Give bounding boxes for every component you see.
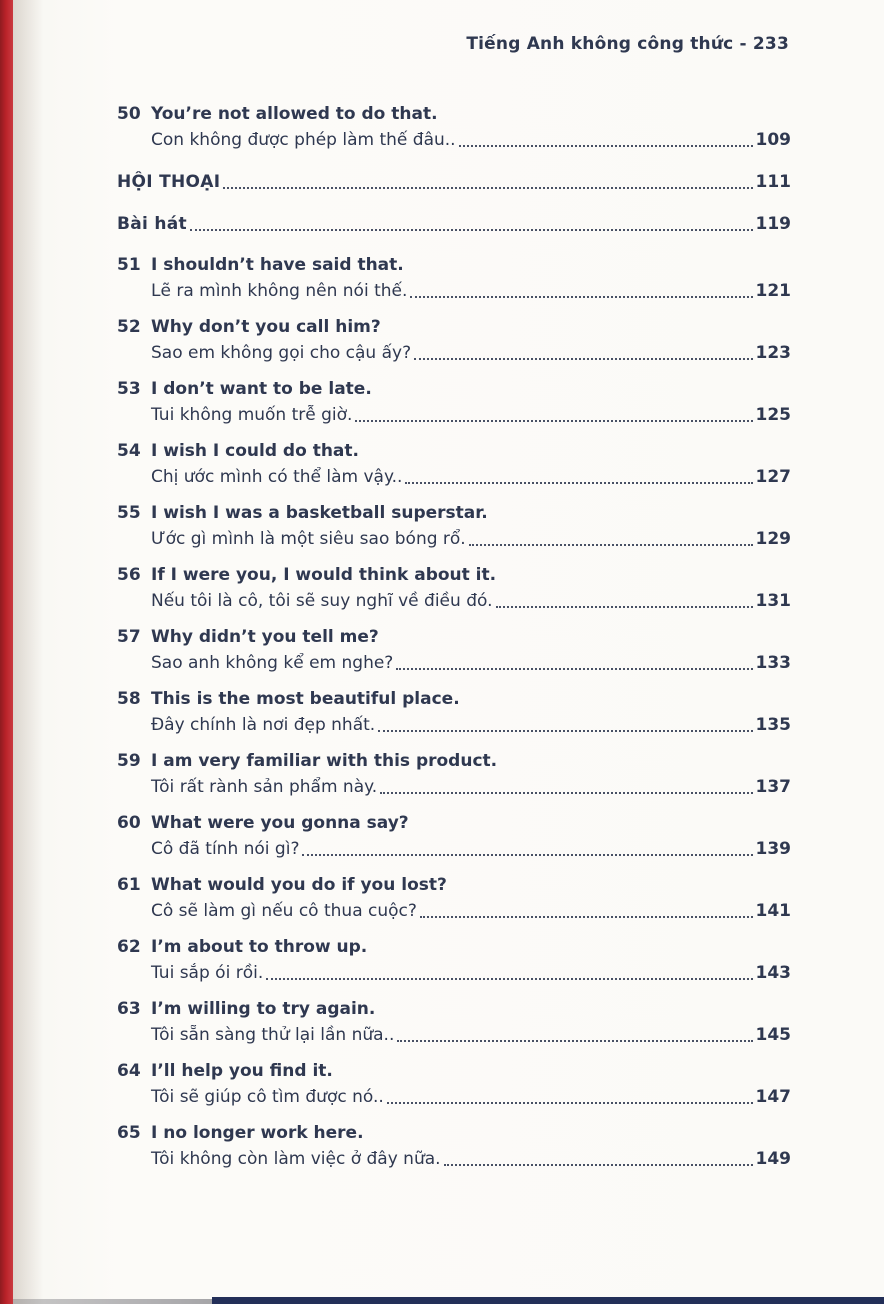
entry-english-text: If I were you, I would think about it. [151, 565, 497, 585]
entry-lines [151, 996, 791, 1048]
toc-section-heading [117, 169, 791, 195]
dot-leader [387, 1102, 753, 1104]
section-page-number: 119 [755, 214, 791, 234]
entry-page-number: 143 [755, 963, 791, 983]
toc-entry [117, 314, 791, 366]
dot-leader [469, 544, 753, 546]
toc-entry [117, 748, 791, 800]
entry-page-number: 131 [755, 591, 791, 611]
dot-leader [302, 854, 752, 856]
entry-vietnamese-row [151, 1084, 791, 1110]
entry-english-text: Why don’t you call him? [151, 317, 381, 337]
dot-leader [380, 792, 752, 794]
entry-page-number: 145 [755, 1025, 791, 1045]
entry-english-text: I’m about to throw up. [151, 937, 368, 957]
entry-lines [151, 101, 791, 153]
entry-vietnamese-row [151, 526, 791, 552]
page-bottom-edge [13, 1299, 212, 1304]
entry-number: 50 [117, 104, 141, 124]
entry-vietnamese-text: Sao em không gọi cho cậu ấy? [151, 343, 412, 363]
entry-page-number: 109 [755, 130, 791, 150]
entry-vietnamese-text: Nếu tôi là cô, tôi sẽ suy nghĩ về điều đó. [151, 591, 493, 611]
toc-entry [117, 376, 791, 428]
entry-lines [151, 748, 791, 800]
entry-english-text: I wish I could do that. [151, 441, 359, 461]
toc-entry [117, 562, 791, 614]
entry-vietnamese-text: Lẽ ra mình không nên nói thế. [151, 281, 408, 301]
entry-english-text: I am very familiar with this product. [151, 751, 498, 771]
entry-number: 52 [117, 317, 141, 337]
entry-lines [151, 872, 791, 924]
entry-vietnamese-row [151, 127, 791, 153]
entry-page-number: 123 [755, 343, 791, 363]
entry-number: 63 [117, 999, 141, 1019]
entry-vietnamese-text: Tôi không còn làm việc ở đây nữa. [151, 1149, 441, 1169]
entry-vietnamese-row [151, 1022, 791, 1048]
entry-lines [151, 500, 791, 552]
entry-vietnamese-row [151, 774, 791, 800]
dot-leader [496, 606, 753, 608]
entry-lines [151, 934, 791, 986]
dot-leader [410, 296, 752, 298]
entry-english-text: I’m willing to try again. [151, 999, 376, 1019]
entry-page-number: 139 [755, 839, 791, 859]
entry-english-text: I shouldn’t have said that. [151, 255, 404, 275]
toc-list [117, 101, 791, 1182]
entry-vietnamese-row [151, 960, 791, 986]
entry-english-text: Why didn’t you tell me? [151, 627, 379, 647]
entry-number: 56 [117, 565, 141, 585]
toc-entry [117, 1058, 791, 1110]
entry-lines [151, 810, 791, 862]
entry-number: 61 [117, 875, 141, 895]
dot-leader [414, 358, 752, 360]
entry-english-text: You’re not allowed to do that. [151, 104, 438, 124]
entry-english-text: I’ll help you find it. [151, 1061, 333, 1081]
toc-entry [117, 252, 791, 304]
entry-vietnamese-row [151, 588, 791, 614]
entry-number: 51 [117, 255, 141, 275]
entry-number: 59 [117, 751, 141, 771]
entry-vietnamese-text: Con không được phép làm thế đâu.. [151, 130, 456, 150]
toc-entry [117, 624, 791, 676]
toc-entry [117, 996, 791, 1048]
dot-leader [405, 482, 752, 484]
entry-lines [151, 562, 791, 614]
toc-entry [117, 810, 791, 862]
entry-page-number: 127 [755, 467, 791, 487]
entry-english-text: I don’t want to be late. [151, 379, 372, 399]
entry-vietnamese-text: Tui không muốn trễ giờ. [151, 405, 353, 425]
entry-vietnamese-row [151, 340, 791, 366]
section-label: HỘI THOẠI [117, 172, 221, 192]
entry-vietnamese-text: Ước gì mình là một siêu sao bóng rổ. [151, 529, 466, 549]
entry-number: 64 [117, 1061, 141, 1081]
section-label: Bài hát [117, 214, 187, 234]
dot-leader [266, 978, 752, 980]
entry-page-number: 149 [755, 1149, 791, 1169]
dot-leader [355, 420, 752, 422]
spine-shadow [13, 0, 43, 1304]
dot-leader [397, 1040, 752, 1042]
entry-number: 60 [117, 813, 141, 833]
next-page-edge [212, 1297, 884, 1304]
entry-vietnamese-row [151, 712, 791, 738]
entry-vietnamese-text: Chị ước mình có thể làm vậy.. [151, 467, 403, 487]
entry-lines [151, 252, 791, 304]
entry-lines [151, 1058, 791, 1110]
entry-english-text: What would you do if you lost? [151, 875, 447, 895]
dot-leader [420, 916, 753, 918]
entry-lines [151, 686, 791, 738]
entry-page-number: 141 [755, 901, 791, 921]
toc-entry [117, 500, 791, 552]
dot-leader [223, 187, 752, 189]
entry-vietnamese-row [151, 464, 791, 490]
entry-vietnamese-text: Đây chính là nơi đẹp nhất. [151, 715, 376, 735]
entry-vietnamese-text: Cô sẽ làm gì nếu cô thua cuộc? [151, 901, 417, 921]
entry-number: 62 [117, 937, 141, 957]
entry-vietnamese-text: Sao anh không kể em nghe? [151, 653, 394, 673]
entry-number: 55 [117, 503, 141, 523]
entry-page-number: 133 [755, 653, 791, 673]
entry-vietnamese-text: Cô đã tính nói gì? [151, 839, 300, 859]
toc-entry [117, 934, 791, 986]
dot-leader [190, 229, 753, 231]
entry-page-number: 121 [755, 281, 791, 301]
entry-number: 58 [117, 689, 141, 709]
section-page-number: 111 [755, 172, 791, 192]
dot-leader [378, 730, 752, 732]
entry-vietnamese-row [151, 836, 791, 862]
entry-english-text: I no longer work here. [151, 1123, 364, 1143]
entry-lines [151, 624, 791, 676]
entry-vietnamese-row [151, 650, 791, 676]
entry-english-text: What were you gonna say? [151, 813, 409, 833]
entry-page-number: 135 [755, 715, 791, 735]
entry-vietnamese-text: Tôi sẽ giúp cô tìm được nó.. [151, 1087, 384, 1107]
entry-vietnamese-text: Tôi sẵn sàng thử lại lần nữa.. [151, 1025, 395, 1045]
entry-page-number: 137 [755, 777, 791, 797]
entry-number: 54 [117, 441, 141, 461]
entry-lines [151, 438, 791, 490]
toc-section-heading [117, 211, 791, 237]
toc-entry [117, 1120, 791, 1172]
entry-number: 53 [117, 379, 141, 399]
entry-vietnamese-row [151, 1146, 791, 1172]
entry-page-number: 147 [755, 1087, 791, 1107]
entry-lines [151, 376, 791, 428]
toc-entry [117, 438, 791, 490]
entry-lines [151, 314, 791, 366]
toc-entry [117, 686, 791, 738]
entry-page-number: 129 [755, 529, 791, 549]
entry-vietnamese-text: Tui sắp ói rồi. [151, 963, 264, 983]
entry-english-text: This is the most beautiful place. [151, 689, 460, 709]
toc-entry [117, 872, 791, 924]
book-spine-edge [0, 0, 13, 1304]
entry-vietnamese-row [151, 402, 791, 428]
entry-english-text: I wish I was a basketball superstar. [151, 503, 488, 523]
entry-number: 57 [117, 627, 141, 647]
entry-page-number: 125 [755, 405, 791, 425]
dot-leader [396, 668, 752, 670]
entry-number: 65 [117, 1123, 141, 1143]
entry-vietnamese-row [151, 898, 791, 924]
entry-vietnamese-text: Tôi rất rành sản phẩm này. [151, 777, 378, 797]
dot-leader [459, 145, 753, 147]
toc-entry [117, 101, 791, 153]
entry-lines [151, 1120, 791, 1172]
page-header: Tiếng Anh không công thức - 233 [466, 34, 789, 54]
dot-leader [444, 1164, 753, 1166]
entry-vietnamese-row [151, 278, 791, 304]
